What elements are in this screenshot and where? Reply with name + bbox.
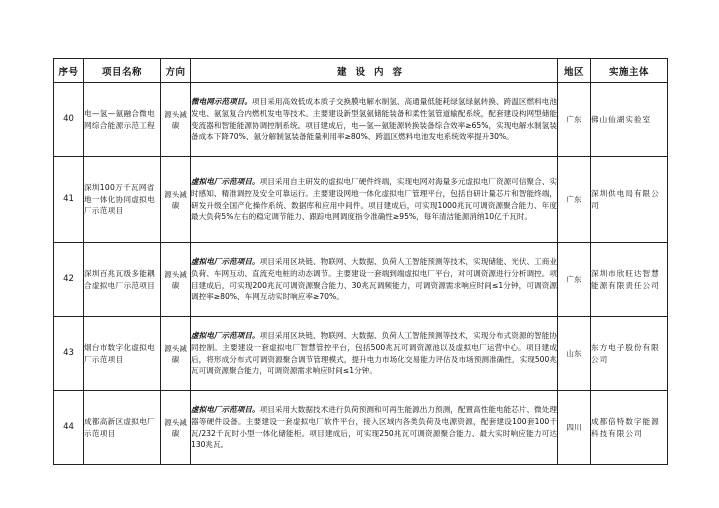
project-entity: 深圳供电局有限公司 <box>591 157 668 243</box>
project-content <box>191 83 558 157</box>
row-number: 44 <box>54 391 84 465</box>
project-region: 四川 <box>558 391 591 465</box>
project-direction: 源头减碳 <box>161 83 191 157</box>
project-region: 广东 <box>558 157 591 243</box>
content-title: 虚拟电厂示范项目。 <box>191 177 260 187</box>
table-row <box>54 243 668 317</box>
project-entity: 佛山仙湖实验室 <box>591 83 668 157</box>
project-name: 烟台市数字化虚拟电厂示范项目 <box>84 317 161 391</box>
project-entity: 东方电子股份有限公司 <box>591 317 668 391</box>
row-number: 41 <box>54 157 84 243</box>
content-text: 项目采用自主研发的虚拟电厂硬件终端，实现电网对海量多元虚拟电厂资源可信聚合、实时感知、精准调控及安全可靠运行。主要建设网地一体化虚拟电厂管理平台，包括自研计量芯片和智能终端，研发升级全国产化操作系统、数据库和应用中间件。项目建成后，可实现1000兆瓦可调资源聚合能力、年度最大负荷5%左右的稳定调节能力、跟踪电网调度指令准确性≥95%，每年清洁能源消纳10亿千瓦时。 <box>191 177 558 222</box>
project-entity: 成都倍特数字能源科技有限公司 <box>591 391 668 465</box>
project-entity: 深圳市欣旺达智慧能源有限责任公司 <box>591 243 668 317</box>
project-table <box>53 58 668 465</box>
header-direction: 方向 <box>161 59 191 83</box>
row-number: 43 <box>54 317 84 391</box>
project-direction: 源头减碳 <box>161 157 191 243</box>
header-name: 项目名称 <box>84 59 161 83</box>
project-region: 广东 <box>558 83 591 157</box>
content-text: 项目采用区块链、物联网、大数据、负荷人工智能预测等技术，实现储能、光伏、工商业负荷、车网互动、直流充电桩的动态调节。主要建设一套端到端虚拟电厂平台，对可调资源进行分析调控。项目建成后，可实现200兆瓦可调资源聚合能力、30兆瓦调频能力，可调资源需求响应时间≤1分钟，可调资源调控率≥80%、车网互动实时响应率≥70%。 <box>191 257 558 302</box>
table-header-row <box>54 59 668 83</box>
project-content <box>191 157 558 243</box>
project-region: 广东 <box>558 243 591 317</box>
project-region: 山东 <box>558 317 591 391</box>
table-row <box>54 317 668 391</box>
row-number: 40 <box>54 83 84 157</box>
project-name: 成都高新区虚拟电厂示范项目 <box>84 391 161 465</box>
project-name: 深圳百兆瓦级多能耦合虚拟电厂示范项目 <box>84 243 161 317</box>
content-text: 项目采用高效低成本质子交换膜电解水制氢、高通量低能耗绿氢绿氨转换、跨温区燃料电池发电、氨氢复合内燃机发电等技术。主要建设新型氢氨储能装备和柔性氢管道输配系统，配套建设构网型储能变流器和智能能源协调控制系统。项目建成后，电—氢—氨能源转换装备综合效率≥65%，实现电解水制氢装备成本下降70%、氨分解制氢装备能量利用率≥80%、跨温区燃料电池发电系统效率提升30%。 <box>191 97 558 142</box>
project-name: 深圳100万千瓦网省地一体化协同虚拟电厂示范项目 <box>84 157 161 243</box>
header-seq: 序号 <box>54 59 84 83</box>
project-direction: 源头减碳 <box>161 317 191 391</box>
content-title: 虚拟电厂示范项目。 <box>191 257 260 267</box>
header-content: 建设内容 <box>191 59 558 83</box>
project-name: 电—氢—氨融合微电网综合能源示范工程 <box>84 83 161 157</box>
row-number: 42 <box>54 243 84 317</box>
project-content <box>191 317 558 391</box>
project-direction: 源头减碳 <box>161 391 191 465</box>
content-text: 项目采用大数据技术进行负荷预测和可再生能源出力预测，配置高性能电能芯片、微处理器等硬件设备。主要建设一套虚拟电厂软件平台，接入区域内各类负荷及电源资源，配套建设100套100千瓦/232千瓦时小型一体化储能柜。项目建成后，可实现250兆瓦可调资源聚合能力、最大实时响应能力可达130兆瓦。 <box>191 405 558 450</box>
table-row <box>54 157 668 243</box>
project-direction: 源头减碳 <box>161 243 191 317</box>
project-content <box>191 391 558 465</box>
header-entity: 实施主体 <box>591 59 668 83</box>
content-title: 微电网示范项目。 <box>191 97 253 107</box>
content-text: 项目采用区块链、物联网、大数据、负荷人工智能预测等技术，实现分布式资源的智能协同控制。主要建设一套虚拟电厂智慧管控平台，包括500兆瓦可调资源池以及虚拟电厂运营中心。项目建成后，将形成分布式可调资源聚合调节管理模式，提升电力市场化交易能力评估及市场预测准确性，实现500兆瓦可调资源聚合能力，可调资源需求响应时间≤1分钟。 <box>191 331 558 376</box>
project-content <box>191 243 558 317</box>
table-row <box>54 83 668 157</box>
header-region: 地区 <box>558 59 591 83</box>
content-title: 虚拟电厂示范项目。 <box>191 331 260 341</box>
content-title: 虚拟电厂示范项目。 <box>191 405 260 415</box>
table-row <box>54 391 668 465</box>
